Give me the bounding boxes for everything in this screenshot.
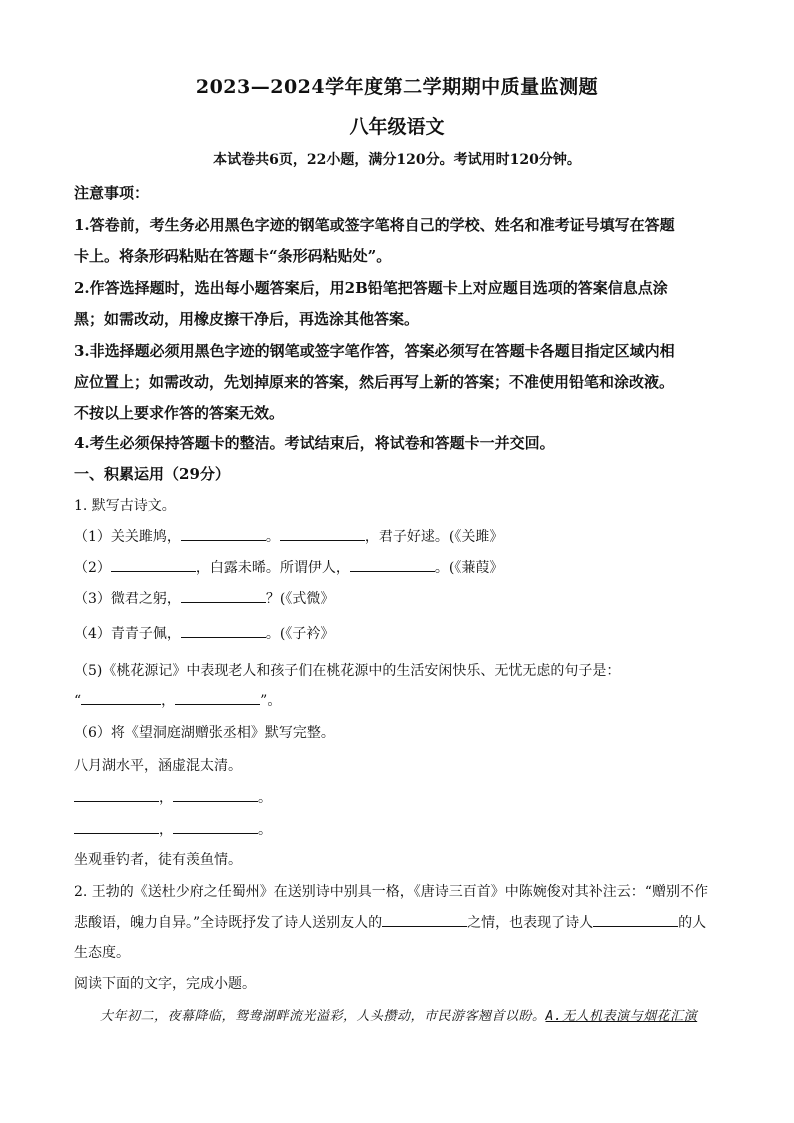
answer-blank[interactable]	[181, 588, 266, 603]
notice-item-3a: 3.非选择题必须用黑色字迹的钢笔或签字笔作答，答案必须写在答题卡各题目指定区域内相	[74, 342, 675, 360]
q1-item-4	[74, 623, 334, 643]
answer-blank[interactable]	[173, 787, 258, 802]
q1-item-3	[74, 588, 334, 608]
q1-item-5: （5)《桃花源记》中表现老人和孩子们在桃花源中的生活安闲快乐、无忧无虑的句子是：	[74, 663, 621, 679]
q1-item-6: （6）将《望洞庭湖赠张丞相》默写完整。	[74, 725, 335, 741]
poem-line-4: 坐观垂钓者，徒有羡鱼情。	[74, 852, 242, 868]
notice-item-1b: 卡上。将条形码粘贴在答题卡“条形码粘贴处”。	[74, 247, 392, 265]
q1-3-text-a: （3）微君之躬，	[74, 591, 181, 607]
notice-heading: 注意事项：	[74, 184, 150, 202]
exam-title: 2023—2024学年度第二学期期中质量监测题	[195, 76, 599, 98]
answer-blank[interactable]	[181, 623, 266, 638]
q1-item-2	[74, 557, 503, 577]
poem-period: 。	[258, 790, 272, 806]
poem-line-3	[74, 819, 272, 839]
q1-item-1	[74, 526, 503, 546]
poem-line-1: 八月湖水平，涵虚混太清。	[74, 758, 242, 774]
q1-1-text-b: 。	[265, 529, 280, 545]
quote-comma: ，	[161, 693, 176, 709]
q2-text-b	[74, 912, 706, 932]
passage-text: 大年初二，夜幕降临，鸳鸯湖畔流光溢彩，人头攒动，市民游客翘首以盼。	[100, 1009, 546, 1024]
answer-blank[interactable]	[350, 557, 435, 572]
answer-blank[interactable]	[593, 912, 678, 927]
poem-line-2	[74, 787, 272, 807]
passage-underlined-a: A.无人机表演与烟花汇演	[545, 1009, 698, 1024]
notice-item-3c: 不按以上要求作答的答案无效。	[74, 404, 285, 422]
q1-1-text-a: （1）关关雎鸠，	[74, 529, 181, 545]
answer-blank[interactable]	[175, 690, 260, 705]
q2-text-b1: 悲酸语，魄力自异。”全诗既抒发了诗人送别友人的	[74, 915, 383, 931]
notice-item-2a: 2.作答选择题时，选出每小题答案后，用2B铅笔把答题卡上对应题目选项的答案信息点涂	[74, 279, 668, 297]
q2-text-c: 生态度。	[74, 945, 130, 961]
open-quote: “	[74, 693, 82, 709]
reading-passage	[100, 1005, 697, 1024]
q2-text-b2: 之情，也表现了诗人	[467, 915, 594, 931]
answer-blank[interactable]	[173, 819, 258, 834]
q1-stem: 1. 默写古诗文。	[74, 498, 176, 514]
notice-item-4: 4.考生必须保持答题卡的整洁。考试结束后，将试卷和答题卡一并交回。	[74, 434, 555, 452]
q1-2-text-c: 。(《蒹葭》	[434, 560, 504, 576]
section-heading: 一、积累运用（29分）	[74, 465, 230, 483]
q1-4-text-a: （4）青青子佩，	[74, 626, 181, 642]
q1-3-text-b: ？(《式微》	[265, 591, 335, 607]
poem-comma: ，	[159, 790, 173, 806]
q2-text-a: 2. 王勃的《送杜少府之任蜀州》在送别诗中别具一格，《唐诗三百首》中陈婉俊对其补注云：“赠别不作	[74, 884, 708, 900]
notice-item-1a: 1.答卷前，考生务必用黑色字迹的钢笔或签字笔将自己的学校、姓名和准考证号填写在答题	[74, 216, 675, 234]
q1-2-text-b: ，白露未晞。所谓伊人，	[195, 560, 350, 576]
answer-blank[interactable]	[382, 912, 467, 927]
answer-blank[interactable]	[111, 557, 196, 572]
poem-period: 。	[258, 822, 272, 838]
exam-subject: 八年级语文	[349, 116, 445, 138]
answer-blank[interactable]	[280, 526, 365, 541]
q1-1-text-c: ，君子好逑。(《关雎》	[364, 529, 504, 545]
notice-item-2b: 黑；如需改动，用橡皮擦干净后，再选涂其他答案。	[74, 310, 420, 328]
exam-info: 本试卷共6页，22小题，满分120分。考试用时120分钟。	[213, 152, 581, 168]
close-quote: ”。	[260, 693, 282, 709]
answer-blank[interactable]	[181, 526, 266, 541]
q2-text-b3: 的人	[678, 915, 707, 931]
q1-2-text-a: （2）	[74, 560, 111, 576]
poem-comma: ，	[159, 822, 173, 838]
answer-blank[interactable]	[74, 819, 159, 834]
answer-blank[interactable]	[74, 787, 159, 802]
reading-intro: 阅读下面的文字，完成小题。	[74, 976, 256, 992]
q1-4-text-b: 。(《子衿》	[265, 626, 335, 642]
answer-blank[interactable]	[81, 690, 161, 705]
q1-item-5-answer	[74, 690, 281, 710]
notice-item-3b: 应位置上；如需改动，先划掉原来的答案，然后再写上新的答案；不准使用铅笔和涂改液。	[74, 373, 675, 391]
